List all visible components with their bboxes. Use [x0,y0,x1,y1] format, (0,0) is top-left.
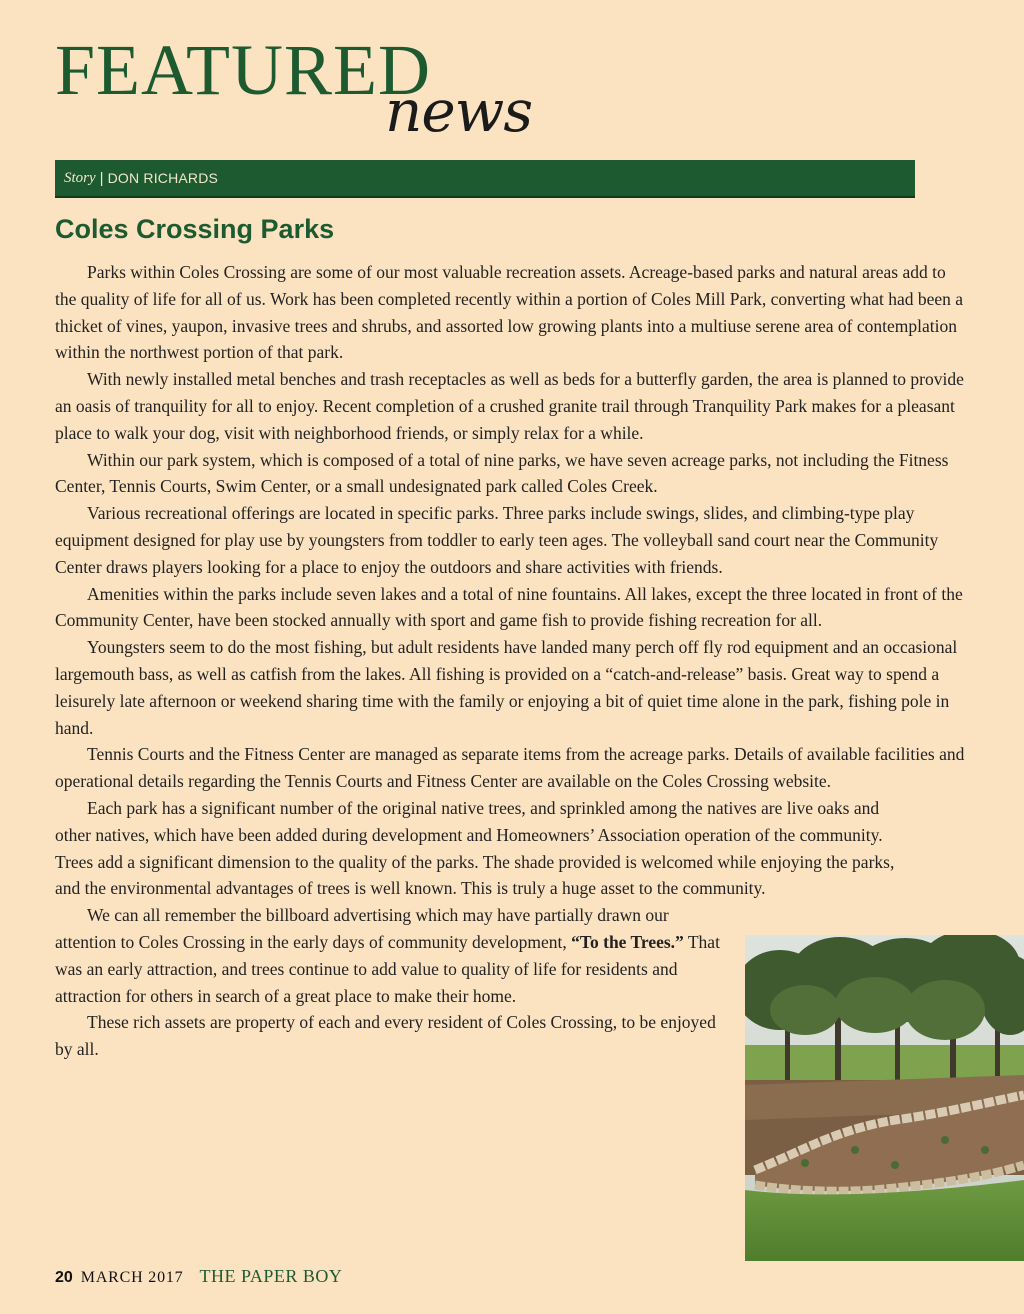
byline-label: Story [64,169,96,186]
slogan-trail-text: That was an early attraction, and trees continue to add value to quality of life for residents and attraction for others in search of a great place to make their home. [55,931,720,1006]
article-closing: These rich assets are property of each and every resident of Coles Crossing, to be enjoyed by all. [55,1012,716,1060]
article-paragraph-slogan [55,902,725,1009]
article-paragraph: With newly installed metal benches and trash receptacles as well as beds for a butterfly garden, the area is planned to provide an oasis of tranquility for all to enjoy. Recent completion of a crushed granite trail through Tranquility Park makes for a pleasant place to walk your dog, visit with neighborhood friends, or simply relax for a while. [55,369,964,443]
issue-date: MARCH 2017 [80,1269,184,1286]
byline-bar [55,160,915,198]
page-footer [55,1266,342,1287]
park-photo [745,935,1024,1261]
article-paragraph: Amenities within the parks include seven lakes and a total of nine fountains. All lakes, except the three located in front of the Community Center, have been stocked annually with sport and game fish to provide fishing recreation for all. [55,583,963,631]
masthead-subtitle: news [385,77,533,145]
masthead-title: FEATURED [55,30,432,110]
masthead [55,30,575,145]
byline-separator: | [99,169,104,187]
slogan-lead-text: We can all remember the billboard advertising which may have partially drawn our attention to Coles Crossing in the early days of community development, [55,905,669,952]
article-paragraph: Each park has a significant number of the original native trees, and sprinkled among the natives are live oaks and other natives, which have been added during development and Homeowners’ Association operation of the community. Trees add a significant dimension to the quality of the parks. The shade provided is welcomed while enjoying the parks, and the environmental advantages of trees is well known. This is truly a huge asset to the community. [55,797,895,899]
byline-author: DON RICHARDS [107,170,219,186]
article-paragraph: Youngsters seem to do the most fishing, but adult residents have landed many perch off fly rod equipment and an occasional largemouth bass, as well as catfish from the lakes. All fishing is provided on a “catch-and-release” basis. Great way to spend a leisurely late afternoon or weekend sharing time with the family or enjoying a bit of quiet time alone in the park, fishing pole in hand. [55,637,958,738]
article-paragraph: Various recreational offerings are located in specific parks. Three parks include swings, slides, and climbing-type play equipment designed for play use by youngsters from toddler to early teen ages. The volleyball sand court near the Community Center draws players looking for a place to enjoy the outdoors and share activities with friends. [55,503,939,577]
article-paragraph: Tennis Courts and the Fitness Center are managed as separate items from the acreage parks. Details of available facilities and operational details regarding the Tennis Courts and Fitness Center are available on the Coles Crossing website. [55,744,965,792]
slogan-text: “To the Trees.” [571,931,684,952]
publication-name: THE PAPER BOY [199,1266,343,1286]
article-headline: Coles Crossing Parks [55,214,335,244]
article-paragraph: Within our park system, which is composed of a total of nine parks, we have seven acreage parks, not including the Fitness Center, Tennis Courts, Swim Center, or a small undesignated park called Coles Creek. [55,449,949,497]
page-number: 20 [55,1269,73,1286]
article-paragraph: Parks within Coles Crossing are some of our most valuable recreation assets. Acreage-based parks and natural areas add to the quality of life for all of us. Work has been completed recently within a portion of Coles Mill Park, converting what had been a thicket of vines, yaupon, invasive trees and shrubs, and assorted low growing plants into a multiuse serene area of contemplation within the northwest portion of that park. [55,262,964,363]
